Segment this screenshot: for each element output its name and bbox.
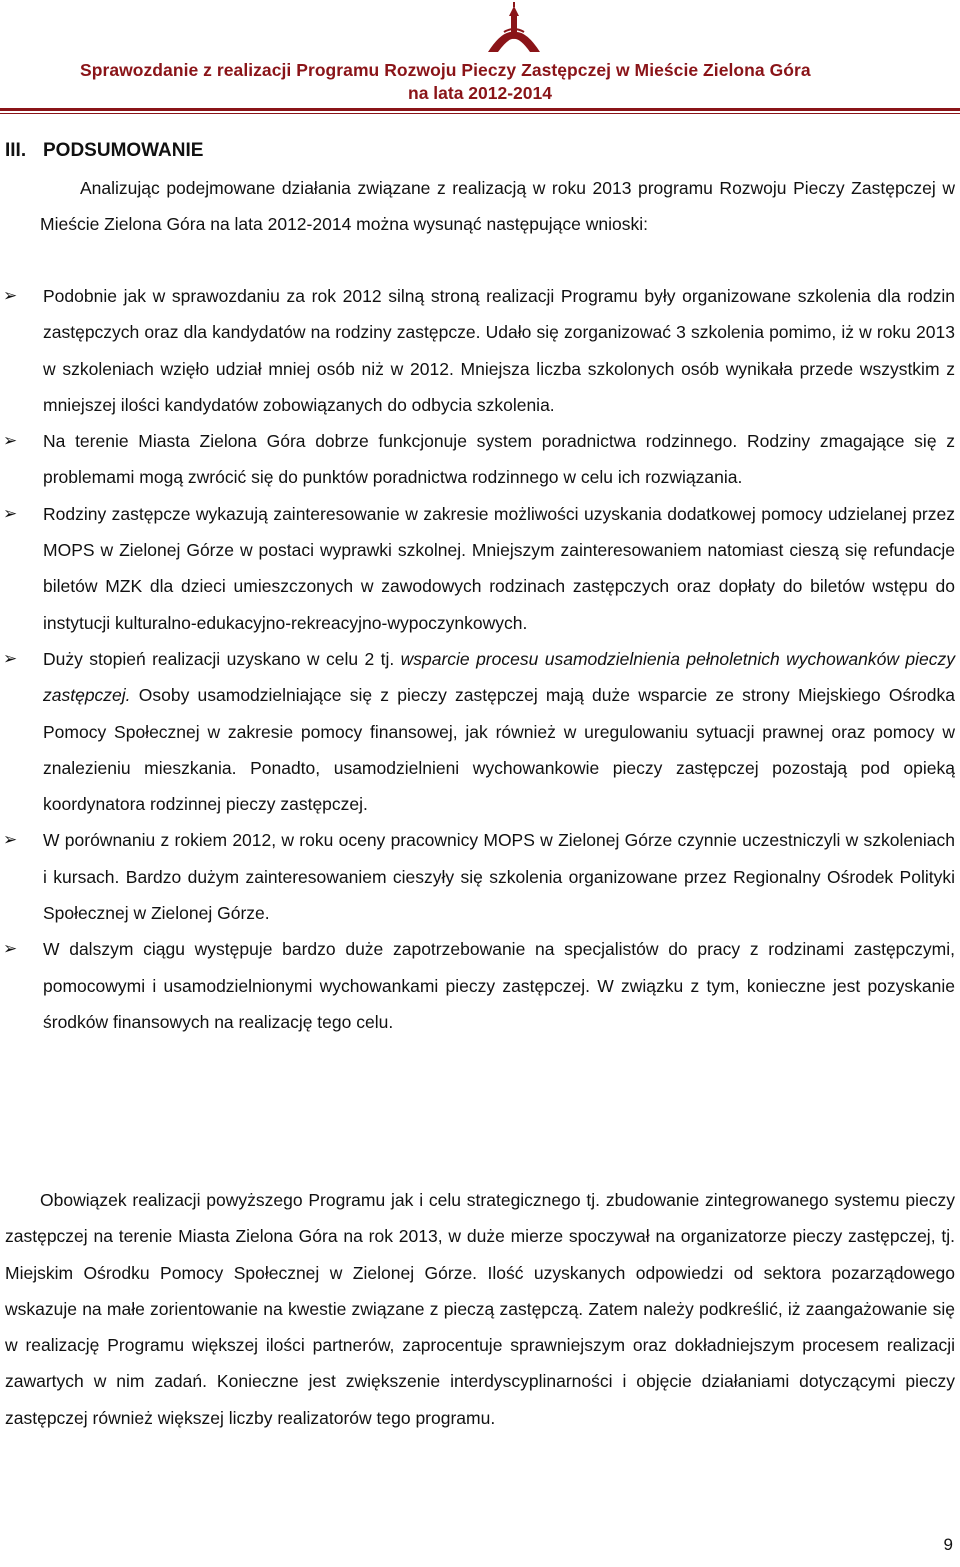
list-item: [0, 931, 955, 1040]
arrow-bullet-icon: ➢: [3, 286, 18, 305]
header-rule: [0, 108, 960, 111]
list-item-text: W dalszym ciągu występuje bardzo duże zapotrzebowanie na specjalistów do pracy z rodzinami zastępczymi, pomocowymi i usamodzielnionymi wychowankami pieczy zastępczej. W związku z tym, konieczne jest pozyskanie środków finansowych na realizację tego celu.: [43, 939, 955, 1032]
section-heading: [5, 140, 203, 162]
list-item: [0, 641, 955, 822]
closing-paragraph: Obowiązek realizacji powyższego Programu jak i celu strategicznego tj. zbudowanie zintegrowanego systemu pieczy zastępczej na terenie Miasta Zielona Góra na rok 2013, w duże mierze spoczywał na organizatorze pieczy zastępczej, tj. Miejskim Ośrodku Pomocy Społecznej w Zielonej Górze. Ilość uzyskanych odpowiedzi od sektora pozarządowego wskazuje na małe zorientowanie na kwestie związane z pieczą zastępczą. Zatem należy podkreślić, iż zaangażowanie się w realizację Programu większej ilości partnerów, zaprocentuje sprawniejszym oraz dokładniejszym procesem realizacji zawartych w nim zadań. Konieczne jest zwiększenie interdyscyplinarności i objęcie działaniami dotyczącymi pieczy zastępczej również większej liczby realizatorów tego programu.: [5, 1190, 955, 1428]
list-item-text: Podobnie jak w sprawozdaniu za rok 2012 silną stroną realizacji Programu były organizowane szkolenia dla rodzin zastępczych oraz dla kandydatów na rodziny zastępcze. Udało się zorganizować 3 szkolenia pomimo, iż w roku 2013 w szkoleniach wzięło udział mniej osób niż w 2012. Mniejsza liczba szkolonych osób wynikała przede wszystkim z mniejszej ilości kandydatów zobowiązanych do odbycia szkolenia.: [43, 286, 955, 415]
list-item-text: Na terenie Miasta Zielona Góra dobrze funkcjonuje system poradnictwa rodzinnego. Rodziny zmagające się z problemami mogą zwrócić się do punktów poradnictwa rodzinnego w celu ich rozwiązania.: [43, 431, 955, 488]
list-item: [0, 423, 955, 496]
list-item-emphasis: wsparcie procesu usamodzielnienia pełnoletnich wychowanków pieczy zastępczej.: [43, 648, 955, 706]
arrow-bullet-icon: ➢: [3, 648, 18, 668]
conclusions-list: [0, 278, 960, 1040]
report-title-line1: Sprawozdanie z realizacji Programu Rozwoju Pieczy Zastępczej w Mieście Zielona Góra: [80, 60, 811, 80]
list-item-rest: Osoby usamodzielniające się z pieczy zastępczej mają duże wsparcie ze strony Miejskiego Ośrodka Pomocy Społecznej w zakresie pomocy finansowej, jak również w uregulowaniu sytuacji prawnej oraz pomocy w znalezieniu mieszkania. Ponadto, usamodzielnieni wychowankowie pieczy zastępczej pozostają pod opieką koordynatora rodzinnej pieczy zastępczej.: [43, 685, 955, 815]
report-title-line2: na lata 2012-2014: [408, 83, 552, 103]
list-item-text: Rodziny zastępcze wykazują zainteresowanie w zakresie możliwości uzyskania dodatkowej pomocy udzielanej przez MOPS w Zielonej Górze w postaci wyprawki szkolnej. Mniejszym zainteresowaniem natomiast cieszą się refundacje biletów MZK dla dzieci umieszczonych w zawodowych rodzinach zastępczych oraz dopłaty do biletów wstępu do instytucji kulturalno-edukacyjno-rekreacyjno-wypoczynkowych.: [43, 503, 955, 633]
arrow-bullet-icon: ➢: [3, 830, 18, 850]
list-item: [0, 822, 955, 931]
zielona-gora-logo-icon: [484, 2, 544, 54]
arrow-bullet-icon: ➢: [3, 939, 18, 959]
arrow-bullet-icon: ➢: [3, 503, 18, 523]
arrow-bullet-icon: ➢: [3, 431, 18, 451]
list-item-text: W porównaniu z rokiem 2012, w roku oceny pracownicy MOPS w Zielonej Górze czynnie uczestniczyli w szkoleniach i kursach. Bardzo dużym zainteresowaniem cieszyły się szkolenia organizowane przez Regionalny Ośrodek Polityki Społecznej w Zielonej Górze.: [43, 830, 955, 924]
page-header: [0, 0, 960, 112]
intro-paragraph: Analizując podejmowane działania związane z realizacją w roku 2013 programu Rozwoju Pieczy Zastępczej w Mieście Zielona Góra na lata 2012-2014 można wysunąć następujące wnioski:: [40, 178, 955, 235]
list-item: [0, 278, 955, 423]
list-item: [0, 496, 955, 641]
list-item-lead: Duży stopień realizacji uzyskano w celu 2 tj.: [43, 648, 401, 669]
section-title: PODSUMOWANIE: [43, 140, 204, 161]
header-rule-thin: [0, 113, 960, 114]
list-item-text: [43, 641, 955, 822]
page-number: 9: [943, 1535, 953, 1554]
section-number: III.: [5, 140, 27, 161]
